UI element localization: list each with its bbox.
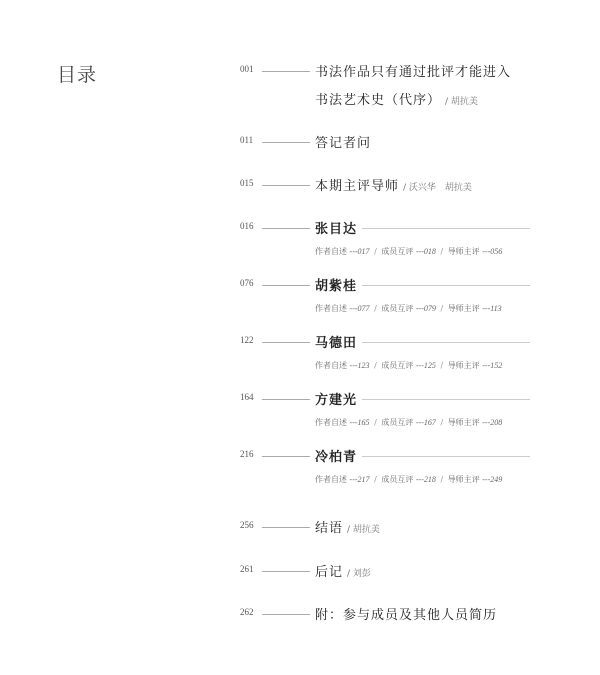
entry-title: 冷柏青 xyxy=(315,450,358,465)
sub-label: 作者自述 xyxy=(315,247,347,256)
sub-page: ---056 xyxy=(482,247,503,256)
sub-page: ---125 xyxy=(415,361,436,370)
entry-title xyxy=(315,175,472,194)
sub-label: 成员互评 xyxy=(381,475,414,484)
toc-heading: 目录 xyxy=(57,64,98,86)
sub-page: ---123 xyxy=(349,361,370,370)
page-number: 001 xyxy=(240,64,254,74)
page-number: 015 xyxy=(240,178,254,188)
entry-title: 附：参与成员及其他人员简历 xyxy=(315,608,498,623)
entry-title-text: 后记 xyxy=(315,565,344,580)
trailing-line xyxy=(362,228,530,229)
separator: / xyxy=(374,475,377,484)
entry-title: 答记者问 xyxy=(315,136,372,151)
leader-line xyxy=(262,228,310,229)
toc-entry-artist[interactable] xyxy=(0,278,600,313)
entry-title-line2 xyxy=(315,89,478,108)
sub-label: 成员互评 xyxy=(381,361,414,370)
sub-page: ---018 xyxy=(415,247,436,256)
toc-entry-mentors[interactable] xyxy=(0,178,600,194)
sub-label: 成员互评 xyxy=(381,418,414,427)
toc-entry-artist[interactable] xyxy=(0,449,600,484)
leader-line xyxy=(262,399,310,400)
sub-page: ---152 xyxy=(482,361,503,370)
sub-label: 成员互评 xyxy=(381,304,414,313)
sub-label: 导师主评 xyxy=(447,361,480,370)
sub-label: 导师主评 xyxy=(447,475,480,484)
toc-entry-conclusion[interactable] xyxy=(0,520,600,536)
toc-entry-appendix[interactable] xyxy=(0,607,600,623)
sub-label: 作者自述 xyxy=(315,418,347,427)
sub-label: 作者自述 xyxy=(315,304,347,313)
entry-title-line2-text: 书法艺术史（代序） xyxy=(315,93,442,108)
separator: / xyxy=(440,304,444,313)
entry-title: 马德田 xyxy=(315,336,358,351)
trailing-line xyxy=(362,399,530,400)
entry-author: / 沃兴华 胡抗美 xyxy=(403,183,472,193)
entry-subitems xyxy=(315,303,502,314)
entry-author: / 胡抗美 xyxy=(347,525,380,535)
sub-page: ---017 xyxy=(349,247,370,256)
separator: / xyxy=(374,418,377,427)
toc-entry-artist[interactable] xyxy=(0,221,600,256)
page-number: 216 xyxy=(240,449,254,459)
sub-page: ---113 xyxy=(482,304,502,313)
entry-subitems xyxy=(315,474,502,485)
toc-entry-interview[interactable] xyxy=(0,135,600,151)
sub-page: ---249 xyxy=(482,475,503,484)
entry-title xyxy=(315,561,371,580)
leader-line xyxy=(262,71,310,72)
leader-line xyxy=(262,456,310,457)
sub-label: 成员互评 xyxy=(381,247,414,256)
sub-page: ---077 xyxy=(349,304,370,313)
leader-line xyxy=(262,285,310,286)
page-number: 016 xyxy=(240,221,254,231)
sub-label: 导师主评 xyxy=(447,418,480,427)
entry-subitems xyxy=(315,246,502,257)
separator: / xyxy=(374,361,377,370)
trailing-line xyxy=(362,285,530,286)
sub-page: ---217 xyxy=(349,475,370,484)
entry-author: / 刘彭 xyxy=(347,569,371,579)
separator: / xyxy=(440,247,444,256)
leader-line xyxy=(262,527,310,528)
sub-page: ---165 xyxy=(349,418,370,427)
leader-line xyxy=(262,142,310,143)
toc-entry-artist[interactable] xyxy=(0,392,600,427)
page-number: 164 xyxy=(240,392,254,402)
trailing-line xyxy=(362,342,530,343)
sub-label: 导师主评 xyxy=(447,247,480,256)
separator: / xyxy=(374,247,377,256)
sub-label: 作者自述 xyxy=(315,361,347,370)
separator: / xyxy=(440,418,444,427)
entry-title: 方建光 xyxy=(315,393,358,408)
sub-page: ---218 xyxy=(415,475,436,484)
leader-line xyxy=(262,185,310,186)
separator: / xyxy=(440,361,444,370)
trailing-line xyxy=(362,456,530,457)
entry-subitems xyxy=(315,360,502,371)
page-number: 011 xyxy=(240,135,254,145)
entry-title xyxy=(315,517,380,536)
sub-label: 导师主评 xyxy=(447,304,480,313)
entry-title-text: 结语 xyxy=(315,521,344,536)
page-number: 122 xyxy=(240,335,254,345)
toc-entry-artist[interactable] xyxy=(0,335,600,370)
page-number: 262 xyxy=(240,607,254,617)
entry-subitems xyxy=(315,417,502,428)
toc-entry-afterword[interactable] xyxy=(0,564,600,580)
separator: / xyxy=(440,475,444,484)
entry-title-text: 本期主评导师 xyxy=(315,179,400,194)
sub-page: ---167 xyxy=(415,418,436,427)
page-number: 076 xyxy=(240,278,254,288)
entry-title: 胡紫桂 xyxy=(315,279,358,294)
entry-title: 张目达 xyxy=(315,222,358,237)
leader-line xyxy=(262,614,310,615)
sub-label: 作者自述 xyxy=(315,475,347,484)
separator: / xyxy=(374,304,377,313)
leader-line xyxy=(262,342,310,343)
sub-page: ---079 xyxy=(415,304,436,313)
page-number: 261 xyxy=(240,564,254,574)
sub-page: ---208 xyxy=(482,418,503,427)
page-number: 256 xyxy=(240,520,254,530)
leader-line xyxy=(262,571,310,572)
entry-author: / 胡抗美 xyxy=(445,97,478,107)
entry-title: 书法作品只有通过批评才能进入 xyxy=(315,65,512,80)
